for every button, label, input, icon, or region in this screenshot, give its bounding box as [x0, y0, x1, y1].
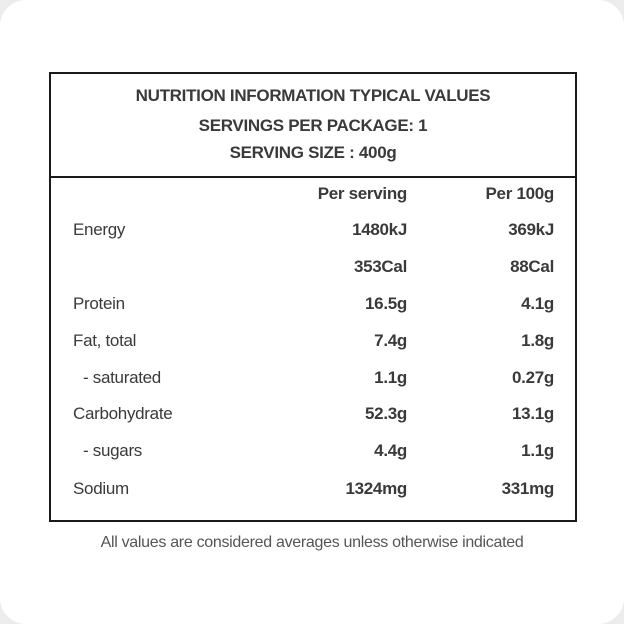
table-row — [51, 331, 575, 355]
nutrient-label: - saturated — [83, 368, 161, 387]
table-row — [51, 479, 575, 503]
nutrient-label: - sugars — [83, 441, 143, 460]
per-100g-value: 369kJ — [508, 220, 554, 239]
nutrient-label: Fat, total — [73, 331, 137, 350]
per-100g-value: 13.1g — [512, 404, 554, 423]
column-header-per-serving: Per serving — [317, 184, 407, 203]
nutrient-label: Sodium — [73, 479, 129, 498]
per-serving-value: 7.4g — [374, 331, 407, 350]
serving-size: SERVING SIZE : 400g — [229, 143, 397, 162]
per-100g-value: 0.27g — [512, 368, 554, 387]
table-row — [51, 220, 575, 244]
per-serving-value: 1324mg — [345, 479, 407, 498]
nutrient-label: Energy — [73, 220, 126, 239]
column-header-per-100g: Per 100g — [485, 184, 554, 203]
column-header-row — [51, 184, 575, 208]
per-100g-value: 88Cal — [510, 257, 554, 276]
table-row — [51, 368, 575, 392]
nutrient-label: Carbohydrate — [73, 404, 173, 423]
nutrient-label: Protein — [73, 294, 125, 313]
per-serving-value: 52.3g — [365, 404, 407, 423]
per-100g-value: 331mg — [501, 479, 554, 498]
per-serving-value: 1.1g — [374, 368, 407, 387]
nutrition-header — [51, 74, 575, 178]
nutrition-panel — [49, 72, 577, 522]
per-100g-value: 4.1g — [521, 294, 554, 313]
per-serving-value: 4.4g — [374, 441, 407, 460]
table-row — [51, 257, 575, 281]
table-row — [51, 441, 575, 465]
table-row — [51, 404, 575, 428]
averages-footnote: All values are considered averages unless otherwise indicated — [100, 534, 524, 551]
table-row — [51, 294, 575, 318]
per-100g-value: 1.8g — [521, 331, 554, 350]
header-title: NUTRITION INFORMATION TYPICAL VALUES — [135, 86, 491, 105]
per-serving-value: 353Cal — [353, 257, 407, 276]
per-serving-value: 1480kJ — [352, 220, 407, 239]
servings-per-package: SERVINGS PER PACKAGE: 1 — [198, 116, 428, 135]
per-serving-value: 16.5g — [365, 294, 407, 313]
per-100g-value: 1.1g — [521, 441, 554, 460]
